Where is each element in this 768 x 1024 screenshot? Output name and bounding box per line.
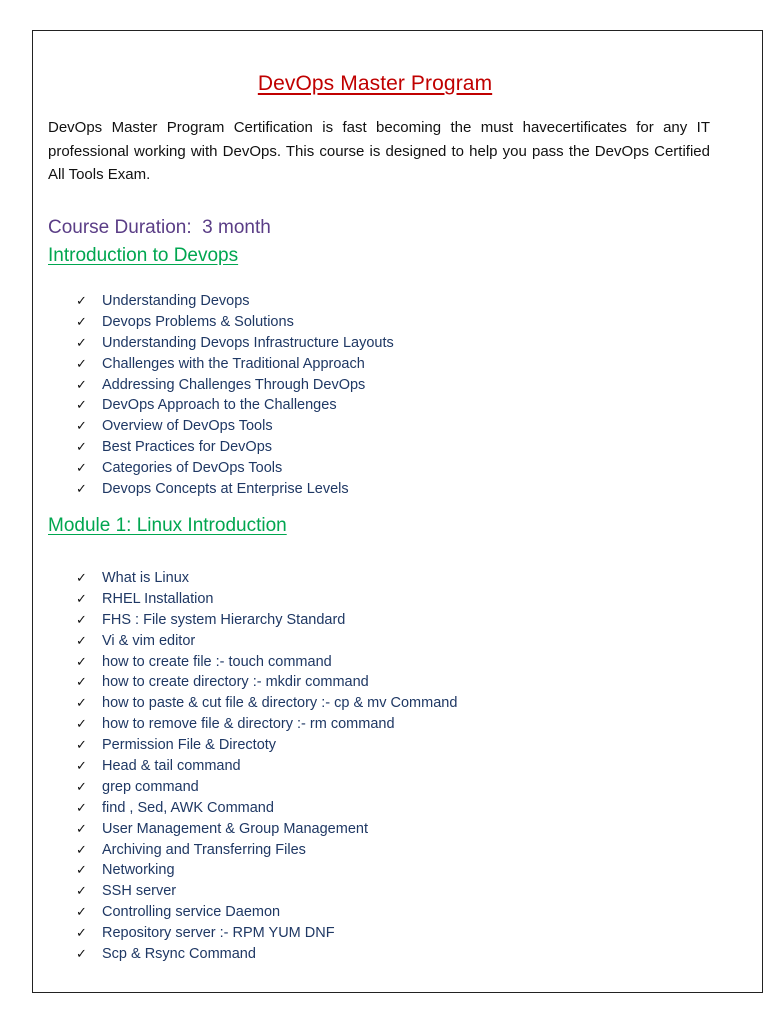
list-item-text: DevOps Approach to the Challenges (102, 397, 337, 414)
list-item-text: Networking (102, 862, 175, 879)
list-item (76, 881, 457, 902)
list-item-text: Devops Problems & Solutions (102, 313, 294, 330)
checkmark-icon: ✓ (76, 591, 87, 607)
checkmark-icon: ✓ (76, 821, 87, 837)
checkmark-icon: ✓ (76, 398, 87, 414)
checkmark-icon: ✓ (76, 842, 87, 858)
checkmark-icon: ✓ (76, 759, 87, 775)
list-item-text: find , Sed, AWK Command (102, 799, 274, 816)
list-item-text: Overview of DevOps Tools (102, 418, 273, 435)
document-title: DevOps Master Program (257, 72, 493, 95)
list-item (76, 479, 394, 500)
list-item (76, 756, 457, 777)
list-item (76, 777, 457, 798)
checkmark-icon: ✓ (76, 800, 87, 816)
list-item-text: Devops Concepts at Enterprise Levels (102, 481, 349, 498)
list-item (76, 589, 457, 610)
list-item-text: Scp & Rsync Command (102, 946, 256, 963)
checkmark-icon: ✓ (76, 294, 87, 309)
section-heading-introduction: Introduction to Devops (48, 245, 239, 266)
checkmark-icon: ✓ (76, 654, 87, 670)
list-item-text: RHEL Installation (102, 590, 214, 607)
list-item (76, 652, 457, 673)
list-item-text: Categories of DevOps Tools (102, 460, 283, 477)
module-1-topic-list (76, 568, 457, 965)
list-item-text: Vi & vim editor (102, 632, 196, 649)
list-item (76, 416, 394, 437)
list-item (76, 714, 457, 735)
checkmark-icon: ✓ (76, 884, 87, 900)
introduction-topic-list (76, 291, 394, 500)
checkmark-icon: ✓ (76, 738, 87, 754)
list-item (76, 395, 394, 416)
checkmark-icon: ✓ (76, 717, 87, 733)
list-item-text: FHS : File system Hierarchy Standard (102, 611, 346, 628)
list-item (76, 860, 457, 881)
list-item-text: how to create file :- touch command (102, 653, 332, 670)
list-item-text: Understanding Devops Infrastructure Layouts (102, 334, 394, 351)
list-item-text: SSH server (102, 883, 177, 900)
checkmark-icon: ✓ (76, 356, 87, 372)
checkmark-icon: ✓ (76, 377, 87, 393)
list-item (76, 693, 457, 714)
checkmark-icon: ✓ (76, 314, 87, 330)
list-item-text: Best Practices for DevOps (102, 439, 273, 456)
checkmark-icon: ✓ (76, 947, 87, 963)
checkmark-icon: ✓ (76, 335, 87, 351)
list-item-text: Understanding Devops (102, 293, 250, 309)
list-item (76, 902, 457, 923)
checkmark-icon: ✓ (76, 461, 87, 477)
list-item (76, 437, 394, 458)
checkmark-icon: ✓ (76, 571, 87, 586)
checkmark-icon: ✓ (76, 419, 87, 435)
list-item (76, 610, 457, 631)
checkmark-icon: ✓ (76, 863, 87, 879)
intro-paragraph: DevOps Master Program Certification is fast becoming the must havecertificates for any IT professional working with DevOps. This course is designed to help you pass the DevOps Certified All Tools Exam. (48, 119, 710, 183)
checkmark-icon: ✓ (76, 675, 87, 691)
list-item (76, 354, 394, 375)
list-item (76, 923, 457, 944)
checkmark-icon: ✓ (76, 779, 87, 795)
list-item (76, 631, 457, 652)
list-item (76, 819, 457, 840)
list-item (76, 840, 457, 861)
list-item (76, 333, 394, 354)
list-item (76, 798, 457, 819)
list-item-text: Challenges with the Traditional Approach (102, 355, 365, 372)
checkmark-icon: ✓ (76, 482, 87, 498)
list-item (76, 944, 457, 965)
list-item-text: Archiving and Transferring Files (102, 841, 306, 858)
list-item-text: Repository server :- RPM YUM DNF (102, 925, 335, 942)
list-item-text: how to create directory :- mkdir command (102, 674, 369, 691)
course-duration: Course Duration: 3 month (48, 217, 271, 238)
list-item (76, 312, 394, 333)
checkmark-icon: ✓ (76, 696, 87, 712)
list-item-text: grep command (102, 778, 199, 795)
checkmark-icon: ✓ (76, 612, 87, 628)
list-item (76, 672, 457, 693)
list-item (76, 735, 457, 756)
checkmark-icon: ✓ (76, 633, 87, 649)
checkmark-icon: ✓ (76, 926, 87, 942)
list-item (76, 568, 457, 589)
list-item-text: Controlling service Daemon (102, 904, 281, 921)
list-item-text: Permission File & Directoty (102, 737, 277, 754)
list-item-text: User Management & Group Management (102, 820, 368, 837)
checkmark-icon: ✓ (76, 905, 87, 921)
list-item (76, 291, 394, 312)
list-item (76, 375, 394, 396)
list-item (76, 458, 394, 479)
list-item-text: how to paste & cut file & directory :- cp & mv Command (102, 695, 458, 712)
section-heading-module-1: Module 1: Linux Introduction (48, 515, 287, 536)
list-item-text: What is Linux (102, 570, 190, 586)
list-item-text: Addressing Challenges Through DevOps (102, 376, 366, 393)
list-item-text: how to remove file & directory :- rm command (102, 716, 395, 733)
list-item-text: Head & tail command (102, 758, 241, 775)
checkmark-icon: ✓ (76, 440, 87, 456)
